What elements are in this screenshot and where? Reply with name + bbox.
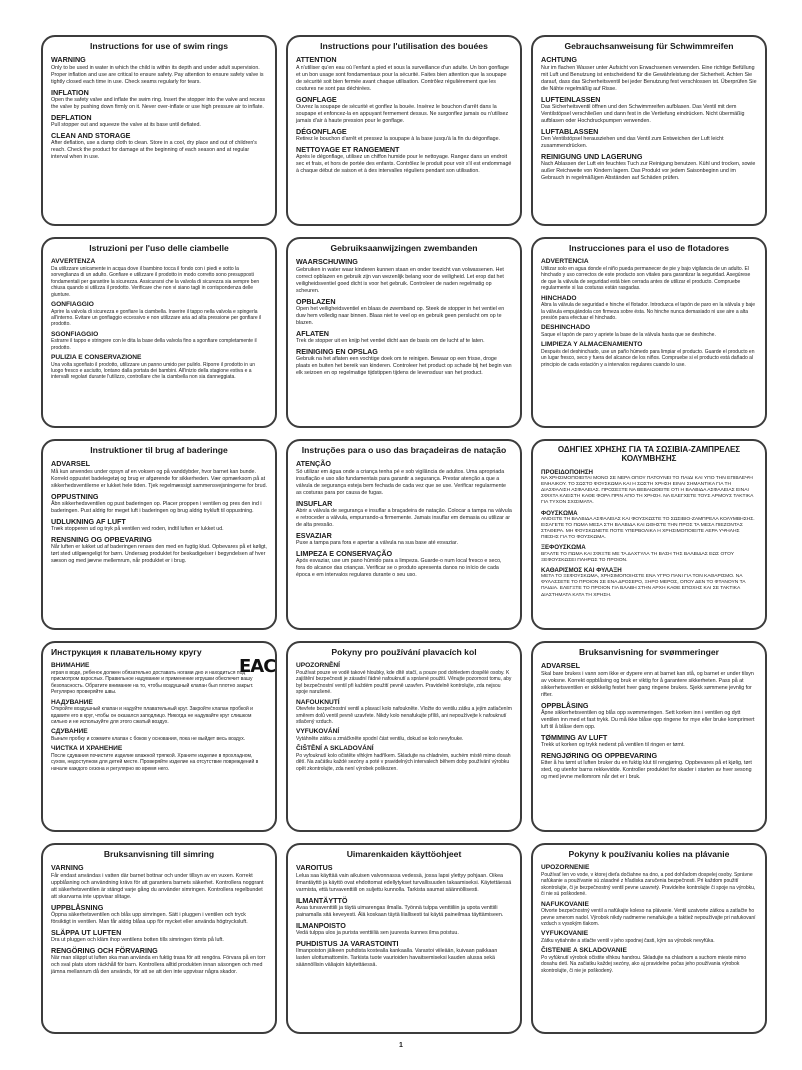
section-text: Používat pouze ve vodě takové hloubky, kde dítě stačí, a pouze pod dohledem dospělé osoby. K zajištění bezpečnosti je zásadní řádné nafouknutí a správné použití. Věnujte pozornost tomu, aby byl bezpečnostní ventil při každém použití pevně uzavřen. Pravidelně kontrolujte, zda nejsou spoje narušené. [296, 670, 512, 696]
instruction-section [541, 544, 757, 563]
card-title: Bruksanvisning for svømmeringer [579, 647, 719, 657]
section-text: Aprire la valvola di sicurezza e gonfiare la ciambella. Inserire il tappo nella valvola e spingerla all'interno. Evitare un gonfiaggio eccessivo e non utilizzare aria ad alta pressione per gonfiare il prodotto. [51, 308, 262, 328]
instruction-section [51, 132, 267, 161]
instruction-section [51, 745, 267, 772]
section-text: A n'utiliser qu'en eau où l'enfant a pied et sous la surveillance d'un adulte. Un bon gonflage et un bon usage sont fondamentaux pour la sécurité. Faites bien attention que la soupape de sécurité soit bien fermée avant chaque utilisation. Contrôlez régulièrement que les coutures ne sont pas déchirées. [296, 64, 509, 92]
section-heading: PUHDISTUS JA VARASTOINTI [296, 939, 399, 949]
section-text: Das Sicherheitsventil öffnen und den Schwimmreifen aufblasen. Das Ventil mit dem Ventilstöpsel verschließen und dann fest in die Vertiefung eindrücken. Nicht übermäßig aufblasen oder Hochdruckpumpen verwenden. [541, 103, 745, 124]
instruction-section [541, 324, 757, 338]
instruction-section [51, 331, 267, 351]
instruction-section [541, 947, 757, 974]
section-text: Vedä tulppa ulos ja purista venttiiliä sen juuresta kunnes ilma poistuu. [296, 930, 459, 937]
section-heading: VYFUKOVÁNÍ [296, 728, 340, 736]
section-heading: NAFOUKNUTÍ [296, 698, 340, 706]
section-text: Åbn sikkerhedsventilen og pust baderingen op. Placer proppen i ventilen og pres den ind i baderingen. Pust aldrig for meget luft i baderingen og brug aldrig trykluft til oppustning. [51, 500, 262, 514]
instruction-card [286, 843, 522, 1034]
section-text: Después del deshinchado, use un paño húmedo para limpiar el producto. Guarde el producto en un lugar fresco, seco y fuera del alcance de los niños. Compruebe si el producto está dañado al principio de cada estación y a intervalos regulares cuando lo use. [541, 348, 755, 368]
section-text: После сдувания почистите изделие влажной тряпкой. Храните изделие в прохладном, сухом, недоступном для детей месте. Проверяйте изделие на отсутствие повреждений в начале каждого сезона и регулярно во время него. [51, 752, 259, 772]
card-title: Istruzioni per l'uso delle ciambelle [89, 243, 229, 253]
section-text: Após esvaziar, use um pano húmido para a limpeza. Guarde-o num local fresco e seco, fora do alcance das crianças. Verificar se o produto apresenta danos no início de cada época e em intervalos regulares durante o seu uso. [296, 558, 502, 579]
section-heading: DEFLATION [51, 112, 92, 122]
section-heading: SGONFIAGGIO [51, 330, 99, 338]
instruction-card [286, 641, 522, 832]
instruction-section [296, 699, 512, 726]
section-text: After deflation, use a damp cloth to clean. Store in a cool, dry place and out of children's reach. Check the product for damage at the beginning of each season and at regular interval when in use. [51, 140, 257, 161]
section-heading: CLEAN AND STORAGE [51, 131, 131, 141]
section-text: Otvorte bezpečnostný ventil a nafúkajte koleso na plávanie. Ventil uzatvorte zátkou a zatlačte ho pevne smerom nadol. Výrobok nikdy nadmerne nenafukujte a taktiež nepoužívajte pri nafukovaní vzduch s vysokým tlakom. [541, 908, 756, 927]
card-title: Instrucciones para el uso de flotadores [569, 243, 729, 253]
section-text: Lelua saa käyttää vain aikuisen valvonnassa vedessä, jossa lapsi ylettyy pohjaan. Oikea ilmantäyttö ja käyttö ovat ehdottomat edellytykset turvallisuuden takaamiseksi. Käytettäessä varmista, että turvaventtiili on suljettu kunnolla. Tarkista saumat säännöllisesti. [296, 872, 512, 893]
section-heading: TØMMING AV LUFT [541, 732, 608, 742]
instruction-section [541, 295, 757, 322]
section-text: Só utilizar em água onde a criança tenha pé e sob vigilância de adultos. Uma apropriada insuflação e uso são fundamentais para garantir a segurança. Prestar atenção a que a válvula de segurança esteja bem fechada de cada vez que se use. Verificar regularmente as costuras para por causa de fugas. [296, 468, 506, 496]
instruction-section [51, 947, 267, 976]
instruction-section [51, 699, 267, 726]
instruction-grid [41, 35, 767, 1035]
section-heading: ЧИСТКА И ХРАНЕНИЕ [51, 745, 123, 753]
instruction-section [541, 153, 757, 182]
instruction-section [51, 301, 267, 328]
section-heading: PULIZIA E CONSERVAZIONE [51, 354, 142, 362]
section-heading: NETTOYAGE ET RANGEMENT [296, 145, 400, 155]
section-text: Åpne sikkerhetsventilen og blås opp svømmeringen. Sett korken inn i ventilen og dytt ventilen inn med et fast trykk. Du må ikke blåse opp ringene for mye eller bruke komprimert luft til å blåse dem opp. [541, 709, 755, 730]
instruction-section [296, 146, 512, 175]
section-heading: SLÄPPA UT LUFTEN [51, 927, 122, 937]
section-heading: AVVERTENZA [51, 258, 96, 266]
instruction-section [51, 258, 267, 298]
section-text: Používať len vo vode, v ktorej dieťa dočiahne na dno, a pod dohľadom dospelej osoby. Správne nafúkanie a používanie sú zásadné z hľadiska zaručenia bezpečnosti. Pri každom použití skontrolujte, či je bezpečnostný ventil pevne uzavretý. Pravidelne kontrolujte či spoje na výrobku, či nie sú poškodené. [541, 872, 756, 898]
section-heading: INSUFLAR [296, 498, 333, 508]
instruction-card [41, 641, 277, 832]
instruction-card [41, 237, 277, 428]
instruction-card [531, 35, 767, 226]
section-heading: UDLUKNING AF LUFT [51, 516, 126, 526]
instruction-section [51, 114, 267, 129]
instruction-section [51, 56, 267, 85]
instruction-section [541, 702, 757, 731]
instruction-section [541, 56, 757, 92]
section-text: Retirez le bouchon d'arrêt et pressez la soupape à la base jusqu'à la fin du dégonflage. [296, 136, 501, 143]
section-text: Abrir a válvula de segurança e insuflar a braçadeira de natação. Colocar a tampa na válvula e retroceder a válvula, empurrando-a firmemente. Jamais insuflar em demasia ou utilizar ar de alta pressão. [296, 507, 512, 528]
instruction-section [51, 864, 267, 900]
instruction-section [51, 728, 267, 742]
instruction-section [51, 518, 267, 533]
instruction-card [531, 237, 767, 428]
instruction-section [541, 567, 757, 599]
instruction-card [286, 439, 522, 630]
section-text: När man släppt ut luften ska man använda en fuktig trasa för att rengöra. Förvara på en torr och sval plats utom räckhåll för barn. Kontrollera alltid produkten innan säsongen och med jämna mellanrum då den används, för att se att den inte uppvisar några skador. [51, 955, 266, 976]
section-heading: ČISTENIE A SKLADOVANIE [541, 947, 627, 955]
instruction-card [41, 35, 277, 226]
instruction-section [296, 298, 512, 327]
section-heading: GONFLAGE [296, 94, 337, 104]
section-text: Må kun anvendes under opsyn af en voksen og på vanddybder, hvor barnet kan bunde. Korrekt oppustet badelegetøj og brug er afgørende for sikkerheden. Vær opmærksom på at sikkerhedsventilerne er lukket hele tiden. Tjek regelmæssigt sammensvejsningerne for brud. [51, 468, 268, 489]
section-heading: ESVAZIAR [296, 530, 332, 540]
instruction-section [51, 536, 267, 565]
section-heading: UPOZORNENIE [541, 864, 590, 872]
section-heading: ILMANPOISTO [296, 920, 346, 930]
instruction-section [296, 728, 512, 742]
section-heading: СДУВАНИЕ [51, 728, 88, 736]
instruction-card [531, 641, 767, 832]
instruction-section [541, 752, 757, 781]
section-heading: AFLATEN [296, 328, 330, 338]
section-text: Откройте воздушный клапан и надуйте плавательный круг. Закройте клапан пробкой и вдавите его в круг, чтобы он оказался заподлицо. Никогда не надувайте круг слишком сильно и не используйте для этого сжатый воздух. [51, 706, 253, 725]
section-heading: ILMANTÄYTTÖ [296, 895, 348, 905]
section-text: Den Ventilstöpsel herausziehen und das Ventil zum Entweichen der Luft leicht zusammendrücken. [541, 136, 724, 150]
section-text: ΜΕΤΑ ΤΟ ΞΕΦΟΥΣΚΩΜΑ, ΧΡΗΣΙΜΟΠΟΙΗΣΤΕ ΕΝΑ ΥΓΡΟ ΠΑΝΙ ΓΙΑ ΤΟΝ ΚΑΘΑΡΙΣΜΟ. ΝΑ ΦΥΛΑΣΣΕΤΕ ΤΟ ΠΡΟΙΟΝ ΣΕ ΕΝΑ ΔΡΟΣΕΡΟ, ΞΗΡΟ ΜΕΡΟΣ, ΟΠΟΥ ΔΕΝ ΤΟ ΦΤΑΝΟΥΝ ΤΑ ΠΑΙΔΙΑ. ΕΛΕΓΞΤΕ ΤΟ ΠΡΟΙΟΝ ΓΙΑ ΒΛΑΒΗ ΣΤΗΝ ΑΡΧΗ ΚΑΘΕ ΕΠΟΧΗΣ ΚΑΙ ΣΕ ΤΑΚΤΙΚΑ ΔΙΑΣΤΗΜΑΤΑ ΚΑΤΑ ΤΗ ΧΡΗΣΗ. [541, 573, 746, 598]
section-text: ΝΑ ΧΡΗΣΙΜΟΠΟΙΕΙΤΑΙ ΜΟΝΟ ΣΕ ΝΕΡΑ ΟΠΟΥ ΠΑΤΟΥΝΕΙ ΤΟ ΠΑΙΔΙ ΚΑΙ ΥΠΟ ΤΗΝ ΕΠΙΒΛΕΨΗ ΕΝΗΛΙΚΟΥ. ΤΟ ΣΩΣΤΟ ΦΟΥΣΚΩΜΑ ΚΑΙ Η ΣΩΣΤΗ ΧΡΗΣΗ ΕΙΝΑΙ ΣΗΜΑΝΤΙΚΑ ΓΙΑ ΤΗ ΔΙΑΣΦΑΛΙΣΗ ΑΣΦΑΛΕΙΑΣ. ΠΡΟΣΕΞΤΕ ΝΑ ΒΕΒΑΙΩΘΕΙΤΕ ΟΤΙ Η ΒΑΛΒΙΔΑ ΑΣΦΑΛΕΙΑΣ ΕΙΝΑΙ ΣΦΙΧΤΑ ΚΛΕΙΣΤΗ ΚΑΘΕ ΦΟΡΑ ΠΡΙΝ ΑΠΟ ΤΗ ΧΡΗΣΗ. ΝΑ ΕΛΕΓΧΕΤΕ ΤΟΥΣ ΑΡΜΟΥΣ ΤΑΚΤΙΚΑ ΓΙΑ ΤΥΧΟΝ ΣΧΙΣΙΜΑΤΑ. [541, 475, 754, 506]
instruction-card [531, 843, 767, 1034]
instruction-section [541, 930, 757, 944]
section-text: Выньте пробку и сожмите клапан с боков у основания, пока не выйдет весь воздух. [51, 735, 246, 742]
section-text: Får endast användas i vatten där barnet bottnar och under tillsyn av en vuxen. Korrekt uppblåsning och användning krävs för att garantera barnets säkerhet. Kontrollera noggrant att säkerhetsventilen är stängd varje gång du använder simringen. Kontrollera regelbundet att skarvarna inte uppvisar slitage. [51, 872, 264, 900]
section-text: Open het veiligheidsventiel en blaas de zwemband op. Steek de stopper in het ventiel en duw hem volledig naar binnen. Blaas niet te veel op en gebruik geen perslucht om op te blazen. [296, 305, 505, 326]
instruction-section [541, 510, 757, 542]
section-heading: UPPBLÅSNING [51, 902, 104, 912]
section-heading: ADVARSEL [51, 459, 91, 469]
eac-mark-icon: EAC [239, 656, 276, 677]
section-heading: NAFUKOVANIE [541, 900, 589, 908]
instruction-section [541, 258, 757, 291]
card-title: ΟΔΗΓΙΕΣ ΧΡΗΣΗΣ ΓΙΑ ΤΑ ΣΩΣΙΒΙΑ-ΖΑΜΠΡΕΛΕΣ ΚΟΛΥΜΒΗΣΗΣ [557, 445, 741, 463]
instruction-section [296, 500, 512, 529]
card-title: Instruções para o uso das braçadeiras de natação [301, 445, 507, 455]
instruction-section [541, 96, 757, 125]
section-heading: ΦΟΥΣΚΩΜΑ [541, 509, 578, 517]
instruction-section [296, 745, 512, 772]
section-heading: ACHTUNG [541, 55, 577, 65]
section-text: Etter å ha tømt ut luften bruker du en fuktig klut til rengjøring. Oppbevares på et kjølig, tørt sted, og utenfor barns rekkevidde. Kontroller produktet for skader i starten av hver sesong og med jevne mellomrom når det er i bruk. [541, 760, 752, 781]
section-text: Nach Ablassen der Luft ein feuchtes Tuch zur Reinigung benutzen. Kühl und trocken, sowie außer Reichweite von Kindern lagern. Das Produkt vor jedem Saisonbeginn und im Gebrauch in regelmäßigen Abständen auf Schäden prüfen. [541, 161, 756, 182]
instruction-section [51, 460, 267, 489]
instruction-section [541, 662, 757, 698]
section-heading: RENGJØRING OG OPPBEVARING [541, 751, 658, 761]
section-heading: OPPBLÅSING [541, 700, 589, 710]
instruction-section [296, 460, 512, 496]
instruction-section [296, 330, 512, 345]
section-text: Po vyfúknutí výrobok očistite vlhkou handrou. Skladujte na chladnom a suchom mieste mimo dosahu detí. Na začiatku každej sezóny, ako aj pravidelne počas jeho používania výrobok skontrolujte, či nie je poškodený. [541, 954, 747, 974]
section-text: Skal bare brukes i vann som ikke er dypere enn at barnet kan stå, og barnet er under tilsyn av voksne. Korrekt oppblåsing og bruk er viktig for å garantere sikkerheten. Pass på at sikkerhetsventilen er skikkelig festet hver gang ringene brukes. Sjekk sømmene jevnlig for rifter. [541, 670, 754, 698]
card-title: Instructions for use of swim rings [90, 41, 228, 51]
section-text: Trekk ut korken og trykk nederst på ventilen til ringen er tømt. [541, 742, 685, 749]
instruction-section [296, 128, 512, 143]
instruction-section [296, 897, 512, 919]
section-heading: ΞΕΦΟΥΣΚΩΜΑ [541, 544, 586, 552]
section-heading: INFLATION [51, 87, 89, 97]
instruction-section [51, 662, 267, 695]
section-heading: WARNING [51, 55, 86, 65]
section-text: Avaa turvaventtiili ja täytä uimarengas ilmalla. Työnnä tulppa venttiiliin ja upota venttiili painamalla sitä keveyesti. Älä koskaan täytä liiallisesti tai käytä paineilmaa täyttämiseen. [296, 904, 504, 918]
card-title: Инструкция к плавательному кругу [51, 647, 202, 657]
instruction-card [286, 237, 522, 428]
instruction-section [51, 929, 267, 944]
instruction-card [286, 35, 522, 226]
instruction-section [51, 89, 267, 111]
section-text: Open the safety valve and inflate the swim ring. Insert the stopper into the valve and recess the valve by pushing down firmly on it. Never over-inflate or use high pressure air to inflate. [51, 96, 266, 110]
instruction-section [296, 56, 512, 92]
card-title: Uimarenkaiden käyttöohjeet [346, 849, 462, 859]
section-text: Træk stopperen ud og tryk på ventilen ved roden, indtil luften er lukket ud. [51, 526, 224, 533]
section-heading: VARNING [51, 863, 84, 873]
instruction-section [541, 128, 757, 150]
section-text: Vytáhněte zátku a zmáčkněte spodní část ventilu, dokud se kolo nevyfouke. [296, 735, 464, 742]
section-heading: OPPUSTNING [51, 491, 99, 501]
instruction-section [296, 96, 512, 125]
section-heading: ΚΑΘΑΡΙΣΜΟΣ ΚΑΙ ΦΥΛΑΞΗ [541, 566, 622, 574]
instruction-section [296, 662, 512, 695]
section-text: Trek de stopper uit en knijp het ventiel dicht aan de basis om de lucht af te laten. [296, 338, 485, 345]
instruction-section [296, 348, 512, 377]
instruction-section [51, 493, 267, 515]
instruction-section [541, 901, 757, 928]
instruction-section [296, 864, 512, 893]
instruction-card [41, 439, 277, 630]
card-title: Pokyny pro používání plavacích kol [331, 647, 477, 657]
instruction-section [541, 341, 757, 368]
instruction-section [541, 734, 757, 749]
section-heading: RENSNING OG OPBEVARING [51, 535, 152, 545]
section-heading: НАДУВАНИЕ [51, 698, 93, 706]
section-text: Gebruik na het aflaten een vochtige doek om te reinigen. Bewaar op een frisse, droge plaats en buiten het bereik van kinderen. Controleer het product op schade bij het begin van elk seizoen en op regelmatige tijdstippen tijdens de levensduur van het product. [296, 356, 512, 377]
section-text: Puxe a tampa para fora e apertar a válvula na sua base até esvaziar. [296, 540, 458, 547]
section-heading: ČIŠTĚNÍ A SKLADOVÁNÍ [296, 745, 374, 753]
section-text: Ouvrez la soupape de sécurité et gonflez la bouée. Insérez le bouchon d'arrêt dans la soupape et enfoncez-la en appuyant fermement dessus. Ne surgonflez jamais ou n'utilisez jamais d'air à haute pression pour le gonflage. [296, 103, 509, 124]
instruction-section [296, 940, 512, 969]
section-heading: REINIGING EN OPSLAG [296, 347, 378, 357]
section-text: Estrarre il tappo e stringere con le dita la base della valvola fino a sgonfiare completamente il prodotto. [51, 338, 257, 351]
section-text: Når luften er lukket ud af baderingen renses den med en fugtig klud. Opbevares på et køligt, tørt sted utilgængeligt for børn. Undersøg produktet for beskadigelser i begyndelsen af hver sæson og med jævne mellemrum, når produktet er i brug. [51, 544, 267, 565]
instruction-section [51, 904, 267, 926]
section-text: Öppna säkerhetsventilen och blås upp simringen. Sätt i pluggen i ventilen och tryck försiktigt in ventilen. Man får aldrig blåsa upp för mycket eller använda högtrycksluft. [51, 911, 248, 925]
section-text: Otevřete bezpečnostní ventil a plavací kolo nafoukněte. Vložte do ventilu zátku a jejím zatlačením směrem dolů ventil pevně uzavřete. Nikdy kolo nenafukujte příliš, ani nepoužívejte k nafouknutí stlačený vzduch. [296, 706, 512, 725]
section-text: Nur im flachen Wasser unter Aufsicht von Erwachsenen verwenden. Eine richtige Befüllung mit Luft und Benutzung ist entscheidend für die Gewährleistung der Sicherheit. Achten Sie darauf, dass das Sicherheitsventil bei jeder Benutzung fest verschlossen ist. Überprüfen Sie die Nähte regelmäßig auf Risse. [541, 64, 757, 92]
page-number: 1 [399, 1042, 403, 1049]
section-text: Gebruiken in water waar kinderen kunnen staan en onder toezicht van volwassenen. Het correct opblazen en gebruik zijn van wezenlijk belang voor de veiligheid. Let erop dat het veiligheidsventiel goed dicht is voor het gebruik. Controleer de naden regelmatig op scheuren. [296, 266, 504, 294]
instruction-section [541, 469, 757, 507]
section-heading: VYFUKOVANIE [541, 930, 589, 938]
section-heading: REINIGUNG UND LAGERUNG [541, 152, 643, 162]
section-heading: DESHINCHADO [541, 324, 591, 332]
section-text: Ilmanpoiston jälkeen puhdista kostealla kankaalla. Varastoi viileään, kuivaan paikkaan lasten ulottumattomiin. Tarkista tuote vaurioiden havaitsemiseksi kauden alussa sekä säännöllisin väliajoin käytettäessä. [296, 948, 498, 969]
section-heading: ADVERTENCIA [541, 258, 589, 266]
section-text: Zátku vytiahnite a stlačte ventil v jeho spodnej časti, kým sa výrobok nevyfúka. [541, 937, 715, 944]
section-heading: VAROITUS [296, 863, 333, 873]
card-title: Instruktioner til brug af baderinge [90, 445, 228, 455]
card-title: Instructions pour l'utilisation des bouées [320, 41, 488, 51]
section-heading: DÉGONFLAGE [296, 126, 347, 136]
card-title: Pokyny k používaniu kolies na plávanie [568, 849, 730, 859]
instruction-card [531, 439, 767, 630]
section-text: Pull stopper out and squeeze the valve at its base until deflated. [51, 122, 201, 129]
section-heading: ATENÇÃO [296, 459, 332, 469]
section-heading: ATTENTION [296, 55, 337, 65]
section-heading: UPOZORNĚNÍ [296, 662, 340, 670]
section-heading: ADVARSEL [541, 661, 581, 671]
instruction-section [296, 532, 512, 547]
section-heading: OPBLAZEN [296, 296, 336, 306]
section-text: Saque el tapón de paro y apriete la base de la válvula hasta que se deshinche. [541, 331, 716, 338]
section-text: ΒΓΑΛΤΕ ΤΟ ΠΩΜΑ ΚΑΙ ΣΦΙΞΤΕ ΜΕ ΤΑ ΔΑΧΤΥΛΑ ΤΗ ΒΑΣΗ ΤΗΣ ΒΑΛΒΙΔΑΣ ΕΩΣ ΟΤΟΥ ΞΕΦΟΥΣΚΩΣΕΙ ΠΛΗΡΩΣ ΤΟ ΠΡΟΙΟΝ. [541, 551, 734, 563]
section-text: ΑΝΟΙΞΤΕ ΤΗ ΒΑΛΒΙΔΑ ΑΣΦΑΛΕΙΑΣ ΚΑΙ ΦΟΥΣΚΩΣΤΕ ΤΟ ΣΩΣΙΒΙΟ-ΖΑΜΠΡΕΛΑ ΚΟΛΥΜΒΗΣΗΣ. ΕΙΣΑΓΕΤΕ ΤΟ ΠΩΜΑ ΜΕΣΑ ΣΤΗ ΒΑΛΒΙΔΑ ΚΑΙ ΩΘΗΣΤΕ ΤΗΝ ΠΡΟΣ ΤΑ ΜΕΣΑ ΠΙΕΖΟΝΤΑΣ ΣΤΑΘΕΡΑ. ΜΗ ΦΟΥΣΚΩΝΕΤΕ ΠΟΤΕ ΥΠΕΡΒΟΛΙΚΑ Η ΧΡΗΣΙΜΟΠΟΙΕΙΤΕ ΑΕΡΑ ΥΨΗΛΗΣ ΠΙΕΣΗΣ ΓΙΑ ΤΟ ΦΟΥΣΚΩΜΑ. [541, 516, 755, 541]
section-text: Utilizar solo en agua donde el niño pueda permanecer de pie y bajo vigilancia de un adulto. El hinchado y uso correctos de este producto son vitales para garantizar la seguridad. Asegúrese de que la válvula de seguridad está bien cerrada antes de utilizar el producto. Compruebe regularmente si las costuras están rasgadas. [541, 266, 751, 292]
section-heading: WAARSCHUWING [296, 257, 358, 267]
section-text: Abra la válvula de seguridad e hinche el flotador. Introduzca el tapón de paro en la válvula y baje la válvula empujándola con firmeza sobre ésta. No hinche nunca demasiado ni use aire a alta presión para efectuar el hinchado. [541, 302, 756, 321]
section-text: играя в воде, ребенок должен обязательно доставать ногами дно и находиться под присмотром взрослых. Правильное надувание и применение игрушки обеспечит вашу безопасность. Обратите внимание на то, чтобы воздушный клапан был плотно закрыт. Регулярно проверяйте швы. [51, 670, 254, 696]
section-text: Dra ut pluggen och kläm ihop ventilens botten tills simringen tömts på luft. [51, 937, 224, 944]
section-text: Da utilizzare unicamente in acqua dove il bambino tocca il fondo con i piedi e sotto la sorveglianza di un adulto. Gonfiare e utilizzare il prodotto in modo corretto sono presupposti fondamentali per garantire la sicurezza. Assicurarsi che la valvola di sicurezza sia sempre ben chiusa quando si utilizza il prodotto. Verificare che non vi siano tagli in corrispondenza delle giunture. [51, 266, 260, 298]
section-text: Only to be used in water in which the child is within its depth and under adult supervision. Proper inflation and use are critical to ensure safety. Pay attention to ensure safety valve is tightly closed each time in use. Check seams regularly for tears. [51, 64, 264, 85]
section-heading: LIMPIEZA Y ALMACENAMIENTO [541, 341, 643, 349]
section-text: Après le dégonflage, utilisez un chiffon humide pour le nettoyage. Rangez dans un endroit sec et frais, et hors de portée des enfants. Contrôlez le produit pour voir s'il est endommagé à chaque début de saison et à des intervalles réguliers pendant son utilisation. [296, 154, 512, 175]
section-heading: LIMPEZA E CONSERVAÇÃO [296, 549, 393, 559]
section-heading: ВНИМАНИЕ [51, 662, 90, 670]
section-heading: HINCHADO [541, 294, 577, 302]
card-title: Bruksanvisning till simring [103, 849, 215, 859]
section-heading: ΠΡΟΕΙΔΟΠΟΙΗΣΗ [541, 468, 593, 476]
instruction-section [296, 258, 512, 294]
section-heading: RENGÖRING OCH FÖRVARING [51, 946, 158, 956]
section-heading: LUFTABLASSEN [541, 126, 599, 136]
card-title: Gebrauchsanweisung für Schwimmreifen [564, 41, 734, 51]
card-title: Gebruiksaanwijzingen zwembanden [330, 243, 478, 253]
section-heading: GONFIAGGIO [51, 300, 94, 308]
instruction-section [51, 354, 267, 381]
section-text: Una volta sgonfiato il prodotto, utilizzare un panno umido per pulirlo. Riporre il prodotto in un luogo fresco e asciutto, lontano dalla portata dei bambini. All'inizio della stagione estiva e a intervalli regolari durante l'utilizzo, controllare che la ciambella non sia danneggiata. [51, 361, 256, 381]
instruction-section [296, 550, 512, 579]
section-text: Po vyfouknutí kolo očistěte vlhkým hadříkem. Skladujte na chladném, suchém místě mimo dosah dětí. Na začátku každé sezóny a poté v pravidelných intervalech během doby používání výrobku opět zkontrolujte, zda není výrobek poškozen. [296, 752, 511, 772]
section-heading: LUFTEINLASSEN [541, 94, 601, 104]
instruction-section [541, 864, 757, 897]
instruction-section [296, 922, 512, 937]
instruction-card [41, 843, 277, 1034]
